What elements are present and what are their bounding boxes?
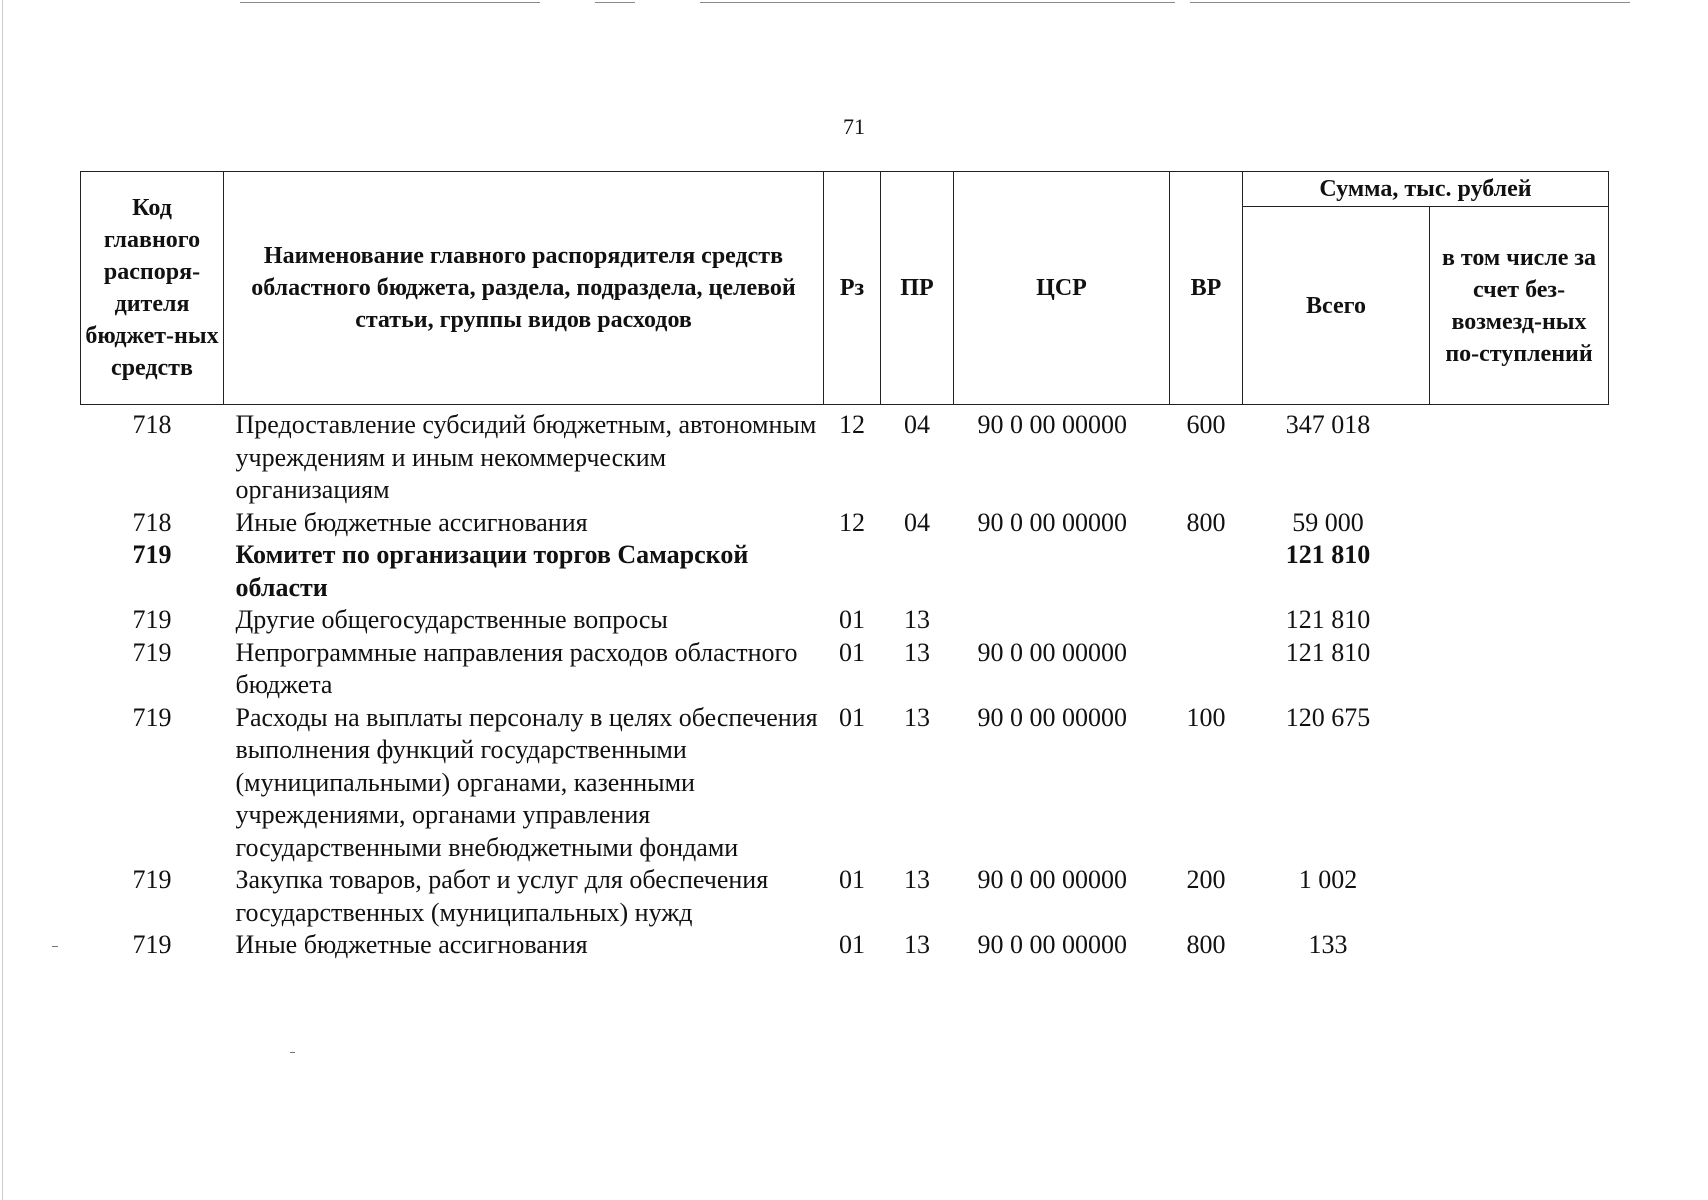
row-code: 719 xyxy=(132,540,172,569)
header-grants: в том числе за счет без-возмезд-ных по-ступлений xyxy=(1430,207,1609,405)
header-rz: Рз xyxy=(824,172,881,405)
row-pr: 13 xyxy=(904,930,930,959)
row-code: 719 xyxy=(132,605,172,634)
row-rz: 01 xyxy=(839,637,865,667)
table-row xyxy=(81,604,1609,637)
row-pr: 13 xyxy=(904,702,930,732)
row-grants xyxy=(1430,507,1609,540)
budget-table-wrapper xyxy=(80,171,1608,962)
row-total: 1 002 xyxy=(1298,865,1358,894)
table-row xyxy=(81,405,1609,507)
row-rz: 01 xyxy=(839,702,865,732)
row-name: Расходы на выплаты персоналу в целях обеспечения выполнения функций государственными (муниципальными) органами, казенными учреждениями, органами управления государственными внебюджетными фондами xyxy=(235,702,818,862)
row-rz: 01 xyxy=(839,865,865,894)
row-pr xyxy=(881,539,954,604)
table-row xyxy=(81,929,1609,962)
header-csr: ЦСР xyxy=(954,172,1170,405)
row-code: 718 xyxy=(132,410,172,439)
row-grants xyxy=(1430,539,1609,604)
row-pr: 04 xyxy=(904,507,930,537)
row-rz: 01 xyxy=(839,605,865,634)
row-csr: 90 0 00 00000 xyxy=(977,507,1127,537)
row-pr: 13 xyxy=(904,865,930,894)
row-grants xyxy=(1430,405,1609,507)
row-vr: 100 xyxy=(1186,702,1226,732)
row-csr xyxy=(954,539,1170,604)
row-vr xyxy=(1170,539,1243,604)
row-total: 121 810 xyxy=(1285,605,1371,634)
row-total: 347 018 xyxy=(1285,410,1371,439)
row-grants xyxy=(1430,637,1609,702)
header-sum-group: Сумма, тыс. рублей xyxy=(1243,172,1609,207)
row-total: 121 810 xyxy=(1285,540,1371,569)
row-name: Закупка товаров, работ и услуг для обеспечения государственных (муниципальных) нужд xyxy=(235,865,769,927)
row-name: Предоставление субсидий бюджетным, автономным учреждениям и иным некоммерческим организациям xyxy=(235,410,817,504)
header-vr: ВР xyxy=(1170,172,1243,405)
scan-artifact-line xyxy=(915,2,1175,3)
row-code: 718 xyxy=(132,507,172,537)
row-name: Непрограммные направления расходов областного бюджета xyxy=(235,637,798,699)
row-pr: 04 xyxy=(904,410,930,439)
row-csr: 90 0 00 00000 xyxy=(977,865,1127,894)
scan-speck xyxy=(290,1052,295,1053)
scan-artifact-line xyxy=(1190,2,1630,3)
row-vr: 200 xyxy=(1186,865,1226,894)
header-total: Всего xyxy=(1243,207,1430,405)
row-grants xyxy=(1430,604,1609,637)
header-code: Код главного распоря-дителя бюджет-ных средств xyxy=(81,172,224,405)
row-vr: 800 xyxy=(1186,930,1226,959)
row-total: 120 675 xyxy=(1285,702,1371,732)
row-code: 719 xyxy=(132,865,172,894)
row-csr: 90 0 00 00000 xyxy=(977,702,1127,732)
row-total: 121 810 xyxy=(1285,637,1371,667)
row-grants xyxy=(1430,864,1609,929)
row-name: Иные бюджетные ассигнования xyxy=(235,930,588,959)
header-pr: ПР xyxy=(881,172,954,405)
table-row xyxy=(81,702,1609,865)
row-pr: 13 xyxy=(904,605,930,634)
row-csr: 90 0 00 00000 xyxy=(977,637,1127,667)
page-number: 71 xyxy=(843,114,865,139)
table-row xyxy=(81,637,1609,702)
row-vr: 800 xyxy=(1186,507,1226,537)
row-total: 133 xyxy=(1308,930,1348,959)
row-rz xyxy=(824,539,881,604)
scan-edge xyxy=(2,0,3,1200)
header-name: Наименование главного распорядителя средств областного бюджета, раздела, подраздела, целевой статьи, группы видов расходов xyxy=(224,172,824,405)
budget-table xyxy=(80,171,1609,962)
table-row xyxy=(81,864,1609,929)
scan-artifact-line xyxy=(595,2,635,3)
row-vr xyxy=(1170,637,1243,702)
row-name: Комитет по организации торгов Самарской области xyxy=(235,540,749,602)
table-row-section xyxy=(81,539,1609,604)
row-csr xyxy=(954,604,1170,637)
row-rz: 12 xyxy=(839,507,865,537)
row-csr: 90 0 00 00000 xyxy=(977,930,1127,959)
row-name: Иные бюджетные ассигнования xyxy=(235,507,588,537)
row-total: 59 000 xyxy=(1292,507,1364,537)
scan-speck xyxy=(52,946,58,947)
scan-artifact-line xyxy=(240,2,540,3)
table-row xyxy=(81,507,1609,540)
row-pr: 13 xyxy=(904,637,930,667)
row-name: Другие общегосударственные вопросы xyxy=(235,605,668,634)
row-csr: 90 0 00 00000 xyxy=(977,410,1127,439)
row-code: 719 xyxy=(132,702,172,732)
row-rz: 12 xyxy=(839,410,865,439)
row-rz: 01 xyxy=(839,930,865,959)
row-grants xyxy=(1430,702,1609,865)
header-row xyxy=(81,172,1609,207)
row-vr xyxy=(1170,604,1243,637)
row-grants xyxy=(1430,929,1609,962)
row-vr: 600 xyxy=(1186,410,1226,439)
row-code: 719 xyxy=(132,930,172,959)
row-code: 719 xyxy=(132,637,172,667)
